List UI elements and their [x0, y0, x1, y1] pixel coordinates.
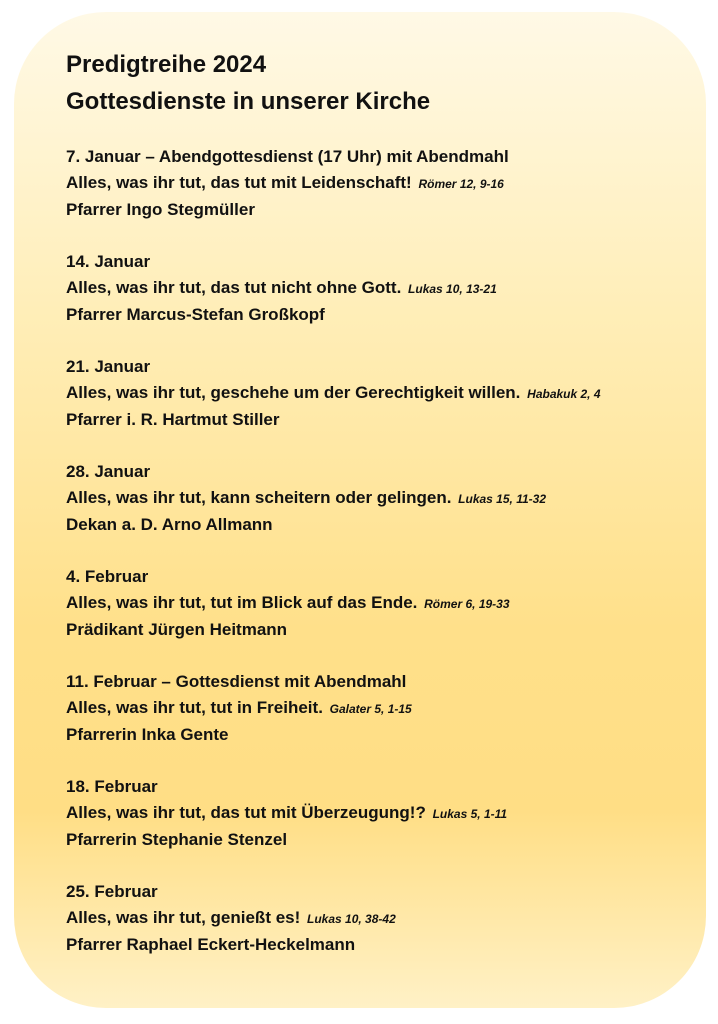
- event-date: 4. Februar: [66, 567, 149, 586]
- event-item: [66, 669, 696, 748]
- bible-reference: Habakuk 2, 4: [527, 387, 601, 401]
- title-line-2: Gottesdienste in unserer Kirche: [66, 88, 431, 115]
- event-item: [66, 459, 696, 538]
- event-speaker: Pfarrerin Inka Gente: [66, 725, 229, 744]
- event-theme-line: [66, 275, 696, 302]
- bible-reference: Lukas 15, 11-32: [458, 492, 546, 506]
- bible-reference: Galater 5, 1-15: [329, 702, 412, 716]
- event-theme-line: [66, 170, 696, 197]
- event-item: [66, 249, 696, 328]
- event-speaker: Pfarrer Ingo Stegmüller: [66, 200, 255, 219]
- event-date: 25. Februar: [66, 882, 158, 901]
- event-item: [66, 354, 696, 433]
- flyer-header: [66, 46, 430, 120]
- event-date: 28. Januar: [66, 462, 151, 481]
- event-theme-line: [66, 485, 696, 512]
- event-theme: Alles, was ihr tut, das tut mit Leidenschaft!: [66, 173, 412, 192]
- event-date: 18. Februar: [66, 777, 158, 796]
- event-theme-line: [66, 380, 696, 407]
- event-speaker: Pfarrer i. R. Hartmut Stiller: [66, 410, 280, 429]
- event-item: [66, 564, 696, 643]
- event-item: [66, 774, 696, 853]
- event-theme-line: [66, 905, 696, 932]
- event-theme: Alles, was ihr tut, tut in Freiheit.: [66, 698, 323, 717]
- bible-reference: Lukas 10, 38-42: [307, 912, 396, 926]
- event-theme: Alles, was ihr tut, das tut mit Überzeugung!?: [66, 803, 426, 822]
- event-speaker: Prädikant Jürgen Heitmann: [66, 620, 288, 639]
- event-item: [66, 879, 696, 958]
- event-theme-line: [66, 695, 696, 722]
- bible-reference: Lukas 5, 1-11: [432, 807, 508, 821]
- event-theme: Alles, was ihr tut, das tut nicht ohne Gott.: [66, 278, 402, 297]
- event-theme-line: [66, 590, 696, 617]
- event-theme: Alles, was ihr tut, geschehe um der Gerechtigkeit willen.: [66, 383, 521, 402]
- title-line-1: Predigtreihe 2024: [66, 51, 267, 78]
- event-theme: Alles, was ihr tut, tut im Blick auf das Ende.: [66, 593, 418, 612]
- bible-reference: Lukas 10, 13-21: [408, 282, 497, 296]
- event-date: 7. Januar – Abendgottesdienst (17 Uhr) mit Abendmahl: [66, 147, 509, 166]
- bible-reference: Römer 6, 19-33: [424, 597, 510, 611]
- bible-reference: Römer 12, 9-16: [418, 177, 504, 191]
- event-theme: Alles, was ihr tut, genießt es!: [66, 908, 301, 927]
- event-item: [66, 144, 696, 223]
- event-date: 11. Februar – Gottesdienst mit Abendmahl: [66, 672, 407, 691]
- event-theme: Alles, was ihr tut, kann scheitern oder gelingen.: [66, 488, 452, 507]
- event-speaker: Pfarrer Raphael Eckert-Heckelmann: [66, 935, 356, 954]
- event-speaker: Pfarrerin Stephanie Stenzel: [66, 830, 288, 849]
- event-theme-line: [66, 800, 696, 827]
- event-speaker: Pfarrer Marcus-Stefan Großkopf: [66, 305, 325, 324]
- event-speaker: Dekan a. D. Arno Allmann: [66, 515, 273, 534]
- event-date: 14. Januar: [66, 252, 151, 271]
- flyer-card: [14, 12, 706, 1008]
- event-date: 21. Januar: [66, 357, 151, 376]
- event-list: [66, 144, 696, 984]
